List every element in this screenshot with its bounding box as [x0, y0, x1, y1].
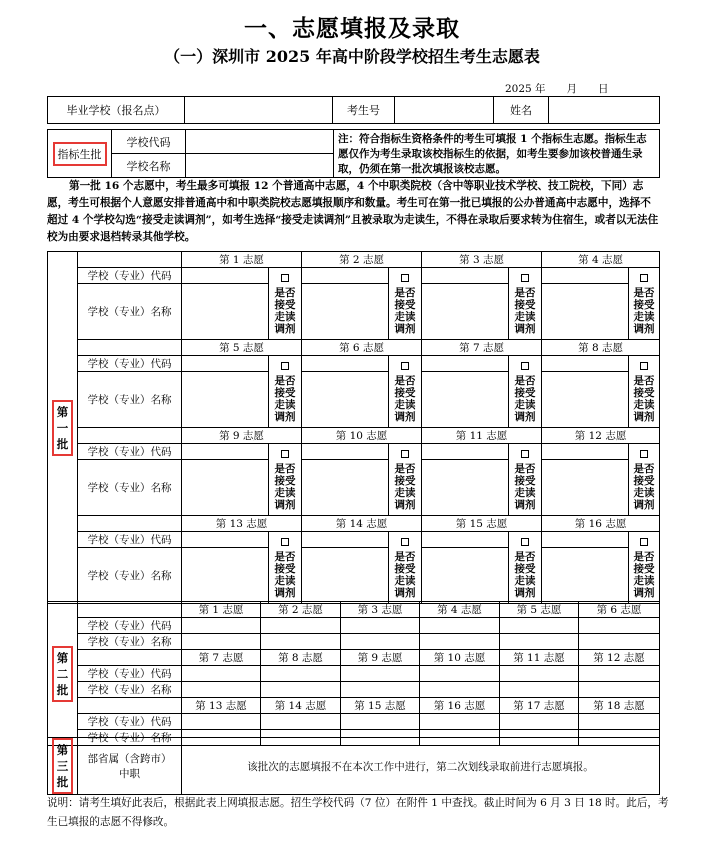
checkbox-icon[interactable]	[281, 538, 289, 546]
checkbox-text: 是否	[633, 550, 655, 563]
checkbox-text: 走读	[274, 574, 296, 587]
choice-header: 第 11 志愿	[500, 650, 579, 666]
school-name-field[interactable]	[261, 634, 341, 650]
school-name-label: 学校（专业）名称	[78, 460, 182, 516]
choice-header: 第 18 志愿	[579, 698, 660, 714]
choice-header: 第 1 志愿	[182, 252, 302, 268]
checkbox-text: 走读	[514, 574, 536, 587]
quota-name-label: 学校名称	[112, 154, 186, 178]
school-name-field[interactable]	[420, 682, 500, 698]
page-title: 一、志愿填报及录取	[244, 16, 460, 42]
blank-cell	[78, 252, 182, 268]
school-name-label: 学校（专业）名称	[78, 372, 182, 428]
choice-header: 第 10 志愿	[420, 650, 500, 666]
school-name-field[interactable]	[420, 634, 500, 650]
checkbox-text: 接受	[274, 298, 296, 311]
checkbox-icon[interactable]	[521, 362, 529, 370]
school-code-field[interactable]	[302, 532, 389, 548]
checkbox-text: 走读	[633, 398, 655, 411]
batch-1-label-char: 批	[56, 436, 69, 451]
checkbox-text: 走读	[514, 486, 536, 499]
day-student-checkbox-cell	[629, 356, 660, 428]
school-name-field[interactable]	[182, 548, 269, 604]
school-name-field[interactable]	[261, 682, 341, 698]
checkbox-text: 接受	[514, 562, 536, 575]
choice-header: 第 6 志愿	[579, 602, 660, 618]
choice-header: 第 15 志愿	[422, 516, 542, 532]
school-code-field[interactable]	[500, 618, 579, 634]
school-name-field[interactable]	[422, 372, 509, 428]
batch-2-label-cell	[48, 602, 78, 746]
batch-2-label-char: 第	[56, 650, 69, 665]
choice-header: 第 10 志愿	[302, 428, 422, 444]
school-name-field[interactable]	[422, 548, 509, 604]
school-code-field[interactable]	[302, 444, 389, 460]
choice-header: 第 7 志愿	[422, 340, 542, 356]
batch-1-label-char: 第	[56, 404, 69, 419]
choice-header: 第 9 志愿	[341, 650, 420, 666]
school-code-field[interactable]	[261, 714, 341, 730]
checkbox-text: 调剂	[633, 322, 655, 335]
checkbox-text: 接受	[633, 474, 655, 487]
exam-number-label: 考生号	[333, 97, 395, 124]
checkbox-text: 是否	[633, 286, 655, 299]
school-name-field[interactable]	[302, 284, 389, 340]
blank-cell	[78, 428, 182, 444]
footer-note: 说明：请考生填好此表后，根据此表上网填报志愿。招生学校代码（7 位）在附件 1 中查找。截止时间为 6 月 3 日 18 时。此后，考生已填报的志愿不得修改。	[47, 797, 669, 828]
school-code-field[interactable]	[182, 444, 269, 460]
school-code-field[interactable]	[542, 356, 629, 372]
checkbox-icon[interactable]	[521, 274, 529, 282]
quota-name-field[interactable]	[186, 154, 334, 178]
checkbox-icon[interactable]	[521, 538, 529, 546]
checkbox-icon[interactable]	[401, 274, 409, 282]
checkbox-text: 调剂	[274, 410, 296, 423]
batch-2-label	[52, 646, 74, 702]
checkbox-text: 走读	[633, 310, 655, 323]
batch-3-label: 第 三 批	[52, 738, 74, 794]
checkbox-text: 是否	[514, 462, 536, 475]
choice-header: 第 2 志愿	[261, 602, 341, 618]
choice-header: 第 13 志愿	[182, 516, 302, 532]
checkbox-text: 接受	[274, 474, 296, 487]
batch-3-note: 该批次的志愿填报不在本次工作中进行，第二次划线录取前进行志愿填报。	[182, 738, 660, 795]
checkbox-icon[interactable]	[521, 450, 529, 458]
school-code-field[interactable]	[422, 268, 509, 284]
blank-cell	[78, 602, 182, 618]
checkbox-text: 调剂	[633, 498, 655, 511]
day-student-checkbox-cell	[389, 532, 422, 604]
school-name-field[interactable]	[579, 634, 660, 650]
checkbox-text: 走读	[514, 310, 536, 323]
checkbox-text: 调剂	[394, 322, 416, 335]
batch-2-label-char: 批	[56, 682, 69, 697]
day-student-checkbox-cell	[389, 356, 422, 428]
school-code-field[interactable]	[261, 666, 341, 682]
school-code-field[interactable]	[500, 714, 579, 730]
checkbox-text: 走读	[274, 310, 296, 323]
school-name-field[interactable]	[500, 682, 579, 698]
checkbox-text: 是否	[394, 286, 416, 299]
school-name-field[interactable]	[422, 284, 509, 340]
checkbox-icon[interactable]	[281, 362, 289, 370]
school-name-field[interactable]	[422, 460, 509, 516]
checkbox-icon[interactable]	[281, 274, 289, 282]
checkbox-text: 走读	[633, 574, 655, 587]
checkbox-text: 走读	[514, 398, 536, 411]
batch-3-category: 部省属（含跨市） 中职	[78, 738, 182, 795]
school-code-field[interactable]	[182, 268, 269, 284]
checkbox-icon[interactable]	[640, 274, 648, 282]
checkbox-icon[interactable]	[401, 538, 409, 546]
choice-header: 第 8 志愿	[542, 340, 660, 356]
checkbox-text: 是否	[633, 374, 655, 387]
school-name-label: 学校（专业）名称	[78, 548, 182, 604]
checkbox-text: 是否	[394, 374, 416, 387]
checkbox-text: 走读	[394, 486, 416, 499]
checkbox-text: 走读	[394, 310, 416, 323]
checkbox-text: 是否	[633, 462, 655, 475]
checkbox-text: 调剂	[394, 498, 416, 511]
school-name-field[interactable]	[182, 372, 269, 428]
quota-note: 注：符合指标生资格条件的考生可填报 1 个指标生志愿。指标生志愿仅作为考生录取该校指标生的依据，如考生要参加该校普通生录取，仍须在第一批次填报该校志愿。	[334, 130, 660, 178]
school-name-label: 学校（专业）名称	[78, 284, 182, 340]
school-code-field[interactable]	[422, 444, 509, 460]
school-code-field[interactable]	[261, 618, 341, 634]
school-code-field[interactable]	[422, 356, 509, 372]
choice-header: 第 9 志愿	[182, 428, 302, 444]
day-student-checkbox-cell	[269, 268, 302, 340]
blank-cell	[78, 650, 182, 666]
checkbox-text: 调剂	[274, 586, 296, 599]
school-name-label: 学校（专业）名称	[78, 634, 182, 650]
checkbox-text: 接受	[274, 562, 296, 575]
checkbox-text: 调剂	[514, 322, 536, 335]
batch-1-label-char: 一	[56, 420, 69, 435]
checkbox-text: 走读	[394, 398, 416, 411]
checkbox-text: 走读	[633, 486, 655, 499]
choice-header: 第 16 志愿	[542, 516, 660, 532]
checkbox-text: 是否	[394, 462, 416, 475]
school-code-field[interactable]	[579, 714, 660, 730]
checkbox-icon[interactable]	[281, 450, 289, 458]
school-name-field[interactable]	[182, 634, 261, 650]
choice-header: 第 12 志愿	[579, 650, 660, 666]
checkbox-text: 接受	[274, 386, 296, 399]
blank-cell	[78, 340, 182, 356]
checkbox-text: 调剂	[514, 586, 536, 599]
checkbox-icon[interactable]	[640, 362, 648, 370]
choice-header: 第 12 志愿	[542, 428, 660, 444]
school-name-field[interactable]	[579, 682, 660, 698]
school-name-field[interactable]	[182, 460, 269, 516]
quota-code-label: 学校代码	[112, 130, 186, 154]
school-code-field[interactable]	[422, 532, 509, 548]
school-code-field[interactable]	[542, 444, 629, 460]
batch-1-label	[52, 400, 74, 456]
school-code-field[interactable]	[302, 268, 389, 284]
school-name-field[interactable]	[182, 682, 261, 698]
checkbox-text: 接受	[633, 386, 655, 399]
date-line: 2025 年 月 日	[505, 83, 609, 95]
school-name-field[interactable]	[182, 284, 269, 340]
checkbox-text: 是否	[274, 550, 296, 563]
student-name-label: 姓名	[494, 97, 549, 124]
day-student-checkbox-cell	[269, 444, 302, 516]
checkbox-text: 走读	[394, 574, 416, 587]
quota-student-table	[47, 129, 660, 178]
exam-number-field[interactable]	[395, 97, 494, 124]
checkbox-text: 接受	[514, 474, 536, 487]
school-code-field[interactable]	[182, 666, 261, 682]
checkbox-text: 调剂	[514, 410, 536, 423]
school-code-field[interactable]	[420, 714, 500, 730]
school-code-field[interactable]	[579, 666, 660, 682]
school-name-field[interactable]	[302, 548, 389, 604]
checkbox-text: 接受	[394, 562, 416, 575]
school-code-field[interactable]	[420, 666, 500, 682]
day-student-checkbox-cell	[389, 268, 422, 340]
day-student-checkbox-cell	[389, 444, 422, 516]
school-code-field[interactable]	[542, 532, 629, 548]
graduation-school-field[interactable]	[185, 97, 333, 124]
checkbox-text: 调剂	[394, 586, 416, 599]
checkbox-text: 是否	[274, 462, 296, 475]
checkbox-text: 走读	[274, 486, 296, 499]
quota-batch-cell	[48, 130, 112, 178]
school-code-field[interactable]	[182, 356, 269, 372]
school-name-field[interactable]	[542, 372, 629, 428]
choice-header: 第 15 志愿	[341, 698, 420, 714]
batch-3-label-cell	[48, 738, 78, 795]
checkbox-text: 调剂	[633, 586, 655, 599]
checkbox-icon[interactable]	[640, 538, 648, 546]
student-info-table	[47, 96, 660, 124]
checkbox-text: 接受	[394, 474, 416, 487]
checkbox-text: 接受	[394, 386, 416, 399]
choice-header: 第 4 志愿	[420, 602, 500, 618]
blank-cell	[78, 698, 182, 714]
school-code-label: 学校（专业）代码	[78, 666, 182, 682]
day-student-checkbox-cell	[509, 444, 542, 516]
choice-header: 第 7 志愿	[182, 650, 261, 666]
checkbox-text: 接受	[394, 298, 416, 311]
checkbox-text: 调剂	[274, 322, 296, 335]
checkbox-text: 接受	[514, 386, 536, 399]
school-code-label: 学校（专业）代码	[78, 356, 182, 372]
day-student-checkbox-cell	[269, 532, 302, 604]
school-name-field[interactable]	[542, 284, 629, 340]
school-code-field[interactable]	[341, 666, 420, 682]
checkbox-text: 是否	[514, 550, 536, 563]
choice-header: 第 1 志愿	[182, 602, 261, 618]
checkbox-text: 调剂	[514, 498, 536, 511]
checkbox-icon[interactable]	[640, 450, 648, 458]
form-subtitle: （一）深圳市 2025 年高中阶段学校招生考生志愿表	[164, 47, 540, 66]
school-name-field[interactable]	[500, 634, 579, 650]
school-name-field[interactable]	[341, 682, 420, 698]
school-code-field[interactable]	[500, 666, 579, 682]
choice-header: 第 17 志愿	[500, 698, 579, 714]
blank-cell	[78, 516, 182, 532]
graduation-school-label: 毕业学校（报名点）	[48, 97, 185, 124]
school-code-field[interactable]	[182, 714, 261, 730]
day-student-checkbox-cell	[629, 444, 660, 516]
checkbox-text: 是否	[274, 374, 296, 387]
day-student-checkbox-cell	[509, 532, 542, 604]
checkbox-text: 是否	[514, 286, 536, 299]
school-code-label: 学校（专业）代码	[78, 268, 182, 284]
day-student-checkbox-cell	[629, 268, 660, 340]
choice-header: 第 6 志愿	[302, 340, 422, 356]
choice-header: 第 14 志愿	[302, 516, 422, 532]
day-student-checkbox-cell	[269, 356, 302, 428]
batch-1-table	[47, 251, 660, 604]
checkbox-icon[interactable]	[401, 450, 409, 458]
school-code-label: 学校（专业）代码	[78, 618, 182, 634]
school-code-label: 学校（专业）代码	[78, 532, 182, 548]
checkbox-text: 是否	[274, 286, 296, 299]
choice-header: 第 5 志愿	[182, 340, 302, 356]
choice-header: 第 3 志愿	[422, 252, 542, 268]
checkbox-text: 调剂	[274, 498, 296, 511]
checkbox-text: 接受	[514, 298, 536, 311]
school-name-field[interactable]	[542, 548, 629, 604]
choice-header: 第 3 志愿	[341, 602, 420, 618]
checkbox-text: 调剂	[633, 410, 655, 423]
batch-2-label-char: 二	[56, 666, 69, 681]
school-name-field[interactable]	[302, 460, 389, 516]
batch-2-table	[47, 601, 660, 746]
choice-header: 第 4 志愿	[542, 252, 660, 268]
checkbox-text: 是否	[514, 374, 536, 387]
school-code-field[interactable]	[341, 714, 420, 730]
choice-header: 第 11 志愿	[422, 428, 542, 444]
school-code-field[interactable]	[341, 618, 420, 634]
quota-code-field[interactable]	[186, 130, 334, 154]
school-code-field[interactable]	[182, 618, 261, 634]
checkbox-text: 调剂	[394, 410, 416, 423]
choice-header: 第 8 志愿	[261, 650, 341, 666]
school-name-field[interactable]	[302, 372, 389, 428]
school-code-label: 学校（专业）代码	[78, 714, 182, 730]
student-name-field[interactable]	[549, 97, 660, 124]
checkbox-text: 接受	[633, 562, 655, 575]
day-student-checkbox-cell	[509, 268, 542, 340]
school-code-label: 学校（专业）代码	[78, 444, 182, 460]
school-code-field[interactable]	[542, 268, 629, 284]
school-code-field[interactable]	[182, 532, 269, 548]
checkbox-icon[interactable]	[401, 362, 409, 370]
choice-header: 第 14 志愿	[261, 698, 341, 714]
checkbox-text: 是否	[394, 550, 416, 563]
batch-1-label-cell	[48, 252, 78, 604]
batch-3-table	[47, 737, 660, 795]
school-code-field[interactable]	[420, 618, 500, 634]
day-student-checkbox-cell	[629, 532, 660, 604]
school-name-field[interactable]	[542, 460, 629, 516]
day-student-checkbox-cell	[509, 356, 542, 428]
school-name-label: 学校（专业）名称	[78, 730, 182, 746]
school-name-label: 学校（专业）名称	[78, 682, 182, 698]
choice-header: 第 2 志愿	[302, 252, 422, 268]
school-code-field[interactable]	[302, 356, 389, 372]
quota-batch-label: 指标生批	[53, 142, 107, 166]
choice-header: 第 13 志愿	[182, 698, 261, 714]
choice-header: 第 5 志愿	[500, 602, 579, 618]
school-code-field[interactable]	[579, 618, 660, 634]
checkbox-text: 接受	[633, 298, 655, 311]
checkbox-text: 走读	[274, 398, 296, 411]
choice-header: 第 16 志愿	[420, 698, 500, 714]
school-name-field[interactable]	[341, 634, 420, 650]
instructions-paragraph: 第一批 16 个志愿中，考生最多可填报 12 个普通高中志愿，4 个中职类院校（含中等职业技术学校、技工院校，下同）志愿，考生可根据个人意愿安排普通高中和中职类院校志愿填报顺序和数量。考生可在第一批已填报的公办普通高中志愿中，选择不超过 4 个学校勾选“接受走读调剂”，如考生选择“接受走读调剂”且被录取为走读生，不得在录取后要求转为住宿生，或者以无法住校为由要求退档转录其他学校。	[47, 180, 659, 243]
